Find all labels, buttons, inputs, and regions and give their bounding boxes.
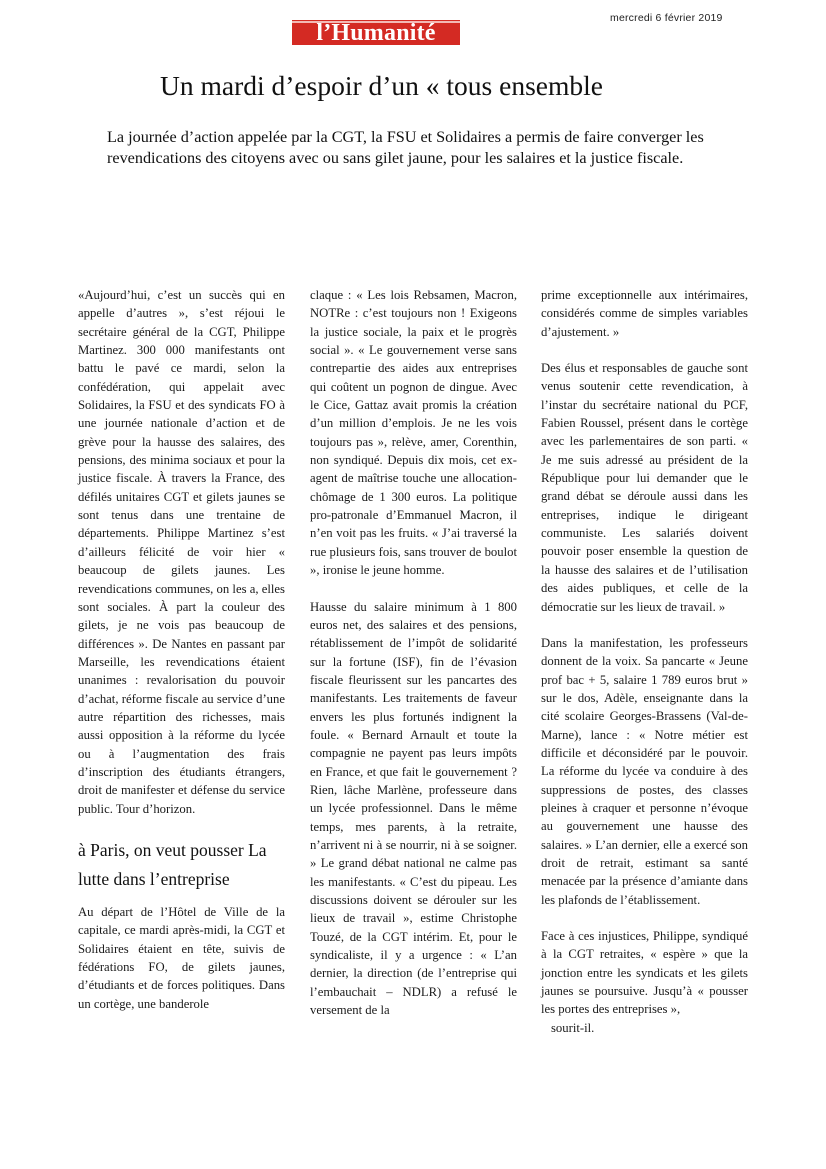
paragraph: Des élus et responsables de gauche sont venus soutenir cette revendication, à l’instar du secrétaire national du PCF, Fabien Roussel, présent dans le cortège avec les parlementaires de son parti. « Je me suis adressé au président de la République pour lui demander que le grand débat se déroule aussi dans les entreprises, indique le dirigeant communiste. Les salariés doivent pouvoir poser ensemble la question de la hausse des salaires et de l’utilisation des aides publiques, et celle de la démocratie sur les lieux de travail. » <box>541 361 748 614</box>
issue-date: mercredi 6 février 2019 <box>610 12 723 24</box>
paragraph: Hausse du salaire minimum à 1 800 euros net, des salaires et des pensions, rétablissement de l’impôt de solidarité sur la fortune (ISF), fin de l’évasion fiscale fleurissent sur les pancartes des manifestants. Les traitements de faveur envers les plus fortunés indignent la foule. « Bernard Arnault et toute la compagnie ne payent pas leurs impôts en France, et que fait le gouvernement ? Rien, lâche Marlène, professeure dans un lycée professionnel. Dans le même temps, mes parents, à la retraite, n’arrivent ni à se nourrir, ni à se soigner. » Le grand débat national ne calme pas les manifestants. « C’est du pipeau. Les discussions doivent se dérouler sur les lieux de travail », estime Christophe Touzé, de la CGT intérim. Et, pour le syndicaliste, il y a urgence : « L’an dernier, la direction (de l’entreprise qui l’embauchait – NDLR) a refusé le versement de la <box>310 599 517 1018</box>
masthead-name: l’Humanité <box>316 20 436 46</box>
paragraph: prime exceptionnelle aux intérimaires, considérés comme de simples variables d’ajustement. » <box>541 288 748 339</box>
paragraph: claque : « Les lois Rebsamen, Macron, NOTRe : c’est toujours non ! Exigeons la justice sociale, la paix et le progrès social ». « Le gouvernement verse sans contrepartie des aides aux entreprises qui coûtent un pognon de dingue. Avec le Cice, Gattaz avait promis la création d’un million d’emplois. Je ne les vois toujours pas », relève, amer, Corenthin, non syndiqué. Depuis dix mois, cet ex-agent de maîtrise touche une allocation-chômage de 1 300 euros. La politique pro-patronale d’Emmanuel Macron, il n’en voit pas les fruits. « J’ai traversé la rue plusieurs fois, sans trouver de boulot », ironise le jeune homme. <box>310 288 517 578</box>
column-3 <box>541 286 748 1037</box>
paragraph: Face à ces injustices, Philippe, syndiqué à la CGT retraites, « espère » que la jonction entre les syndicats et les gilets jaunes se poursuive. Jusqu’à « pousser les portes des entreprises », <box>541 929 748 1017</box>
column-2 <box>310 286 517 1037</box>
paragraph: «Aujourd’hui, c’est un succès qui en appelle d’autres », s’est réjoui le secrétaire général de la CGT, Philippe Martinez. 300 000 manifestants ont battu le pavé ce mardi, selon la confédération, qui appelait avec Solidaires, la FSU et des syndicats FO à une journée nationale d’action et de grève pour la hausse des salaires, des pensions, des minima sociaux et pour la justice fiscale. À travers la France, des défilés unitaires CGT et gilets jaunes se sont tenus dans une trentaine de départements. Philippe Martinez s’est d’ailleurs félicité de voir hier « beaucoup de gilets jaunes. Les revendications communes, on les a, elles sont sociales. À part la couleur des gilets, je ne vois pas beaucoup de différences ». De Nantes en passant par Marseille, les revendications étaient unanimes : revalorisation du pouvoir d’achat, réforme fiscale au service d’une autre répartition des richesses, mais aussi opposition à la réforme du lycée ou à l’augmentation des frais d’inscription des étudiants étrangers, droit de manifester et défense du service public. Tour d’horizon. <box>78 288 285 816</box>
masthead-logo <box>292 20 460 45</box>
paragraph: Au départ de l’Hôtel de Ville de la capitale, ce mardi après-midi, la CGT et Solidaires étaient en tête, suivis de fédérations FO, de gilets jaunes, d’étudiants et de forces politiques. Dans un cortège, une banderole <box>78 904 285 1011</box>
subheading: à Paris, on veut pousser La lutte dans l’entreprise <box>78 839 267 889</box>
paragraph: Dans la manifestation, les professeurs donnent de la voix. Sa pancarte « Jeune prof bac + 5, salaire 1 789 euros brut » sur le dos, Adèle, enseignante dans la cité scolaire Georges-Brassens (Val-de-Marne), lance : « Notre métier est difficile et déconsidéré par le pouvoir. La réforme du lycée va conduire à des suppressions de postes, des classes pleines à craquer et personne n’évoque au gouvernement une hausse des salaires. » L’an dernier, elle a exercé son droit de retrait, estimant sa santé menacée par la présence d’amiante dans les plafonds de l’établissement. <box>541 635 748 907</box>
closing-line: sourit-il. <box>551 1020 595 1035</box>
column-1 <box>78 286 285 1031</box>
article-standfirst: La journée d’action appelée par la CGT, la FSU et Solidaires a permis de faire converger les revendications des citoyens avec ou sans gilet jaune, pour les salaires et la justice fiscale. <box>107 128 704 167</box>
article-title: Un mardi d’espoir d’un « tous ensemble <box>160 70 603 101</box>
